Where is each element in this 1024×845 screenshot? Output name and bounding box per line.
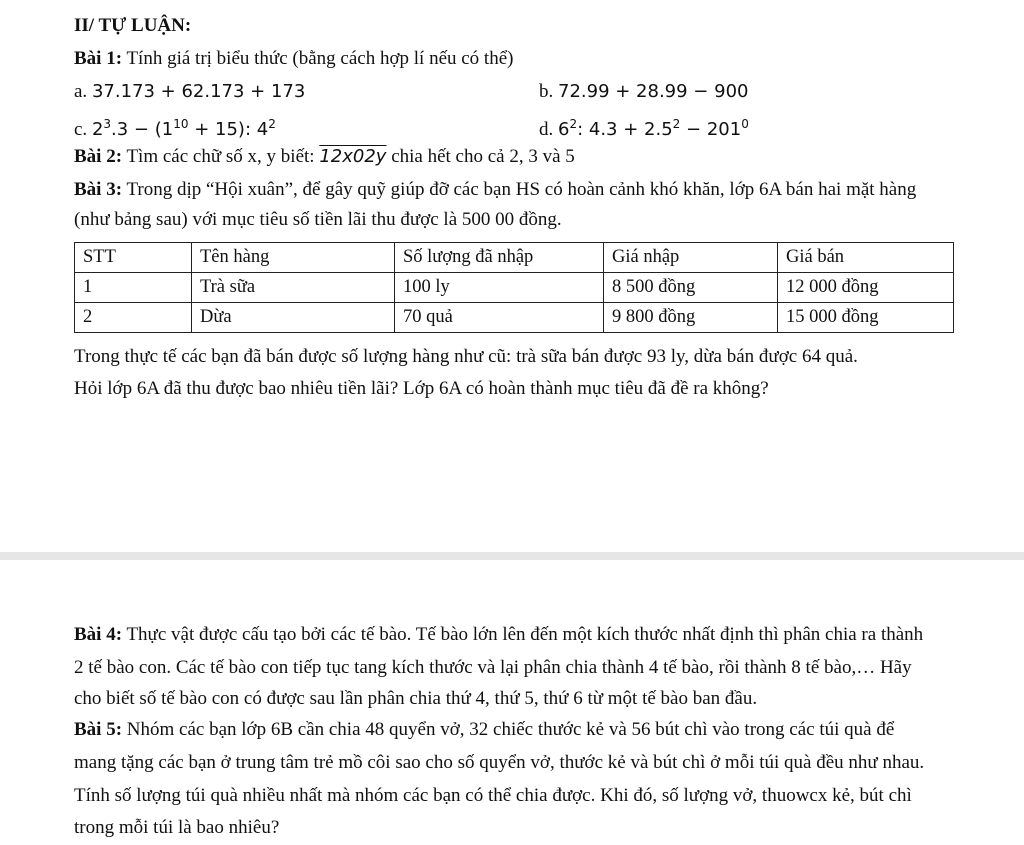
bai3-line1: Bài 3: Trong dịp “Hội xuân”, để gây quỹ giúp đỡ các bạn HS có hoàn cảnh khó khăn, lớp 6A bán hai mặt hàng xyxy=(74,179,917,200)
bai1-item-d: d. $6^2$: $4.3 + 2.5^2 - 201^0$ xyxy=(539,117,749,140)
bai4-line1: Bài 4: Thực vật được cấu tạo bởi các tế bào. Tế bào lớn lên đến một kích thước nhất định thì phân chia ra thành xyxy=(74,624,924,645)
table-cell: 2 xyxy=(75,303,192,333)
table-cell: 70 quả xyxy=(395,303,604,333)
bai4-label: Bài 4: xyxy=(74,624,123,645)
table-cell: Trà sữa xyxy=(192,273,395,303)
bai4-line2: 2 tế bào con. Các tế bào con tiếp tục tang kích thước và lại phân chia thành 4 tế bào, rồi thành 8 tế bào,… Hãy xyxy=(74,657,912,678)
section-title: II/ TỰ LUẬN: xyxy=(74,15,192,36)
table-row xyxy=(75,273,954,303)
page-separator xyxy=(0,552,1024,560)
expr-c: $2^3.3 - (1^{10} + 15)$: $4^2$ xyxy=(91,117,276,140)
table-header-cell: Giá bán xyxy=(778,243,954,273)
bai2-prompt: Bài 2: Tìm các chữ số x, y biết: 12x02y chia hết cho cả 2, 3 và 5 xyxy=(74,146,575,167)
bai1-item-b: b. 72.99 + 28.99 − 900 xyxy=(539,81,749,102)
expr-a: 37.173 + 62.173 + 173 xyxy=(91,81,306,102)
bai3-line2: (như bảng sau) với mục tiêu số tiền lãi thu được là 500 00 đồng. xyxy=(74,209,562,230)
bai5-line4: trong mỗi túi là bao nhiêu? xyxy=(74,817,280,838)
worksheet-page-2 xyxy=(0,560,1024,845)
bai1-item-a: a. 37.173 + 62.173 + 173 xyxy=(74,81,306,102)
table-cell: 9 800 đồng xyxy=(604,303,778,333)
table-cell: 1 xyxy=(75,273,192,303)
expr-d: $6^2$: $4.3 + 2.5^2 - 201^0$ xyxy=(558,117,749,140)
bai1-label: Bài 1: xyxy=(74,48,123,69)
bai5-line3: Tính số lượng túi quà nhiều nhất mà nhóm các bạn có thể chia được. Khi đó, số lượng vở, thuowcx kẻ, bút chì xyxy=(74,785,912,806)
table-header-cell: STT xyxy=(75,243,192,273)
bai4-line3: cho biết số tế bào con có được sau lần phân chia thứ 4, thứ 5, thứ 6 từ một tế bào ban đầu. xyxy=(74,688,758,709)
bai3-label: Bài 3: xyxy=(74,179,123,200)
table-header-cell: Số lượng đã nhập xyxy=(395,243,604,273)
table-header-cell: Tên hàng xyxy=(192,243,395,273)
bai5-line1: Bài 5: Nhóm các bạn lớp 6B cần chia 48 quyển vở, 32 chiếc thước kẻ và 56 bút chì vào trong các túi quà để xyxy=(74,719,895,740)
bai1-item-c: c. $2^3.3 - (1^{10} + 15)$: $4^2$ xyxy=(74,117,276,140)
table-cell: 100 ly xyxy=(395,273,604,303)
goods-table xyxy=(74,242,954,333)
table-cell: 15 000 đồng xyxy=(778,303,954,333)
table-row xyxy=(75,303,954,333)
table-header-row xyxy=(75,243,954,273)
bai3-after2: Hỏi lớp 6A đã thu được bao nhiêu tiền lãi? Lớp 6A có hoàn thành mục tiêu đã đề ra không? xyxy=(74,378,769,399)
bai3-after1: Trong thực tế các bạn đã bán được số lượng hàng như cũ: trà sữa bán được 93 ly, dừa bán được 64 quả. xyxy=(74,346,858,367)
table-cell: Dừa xyxy=(192,303,395,333)
table-header-cell: Giá nhập xyxy=(604,243,778,273)
bai1-prompt xyxy=(74,47,513,71)
table-cell: 8 500 đồng xyxy=(604,273,778,303)
expr-b: 72.99 + 28.99 − 900 xyxy=(558,81,749,102)
bai1-text: Tính giá trị biểu thức (bằng cách hợp lí nếu có thể) xyxy=(126,48,514,69)
bai5-line2: mang tặng các bạn ở trung tâm trẻ mồ côi sao cho số quyển vở, thước kẻ và bút chì ở mỗi túi quà đều như nhau. xyxy=(74,752,925,773)
table-cell: 12 000 đồng xyxy=(778,273,954,303)
bai5-label: Bài 5: xyxy=(74,719,123,740)
bai2-number: 12x02y xyxy=(319,146,387,167)
bai2-label: Bài 2: xyxy=(74,146,123,167)
